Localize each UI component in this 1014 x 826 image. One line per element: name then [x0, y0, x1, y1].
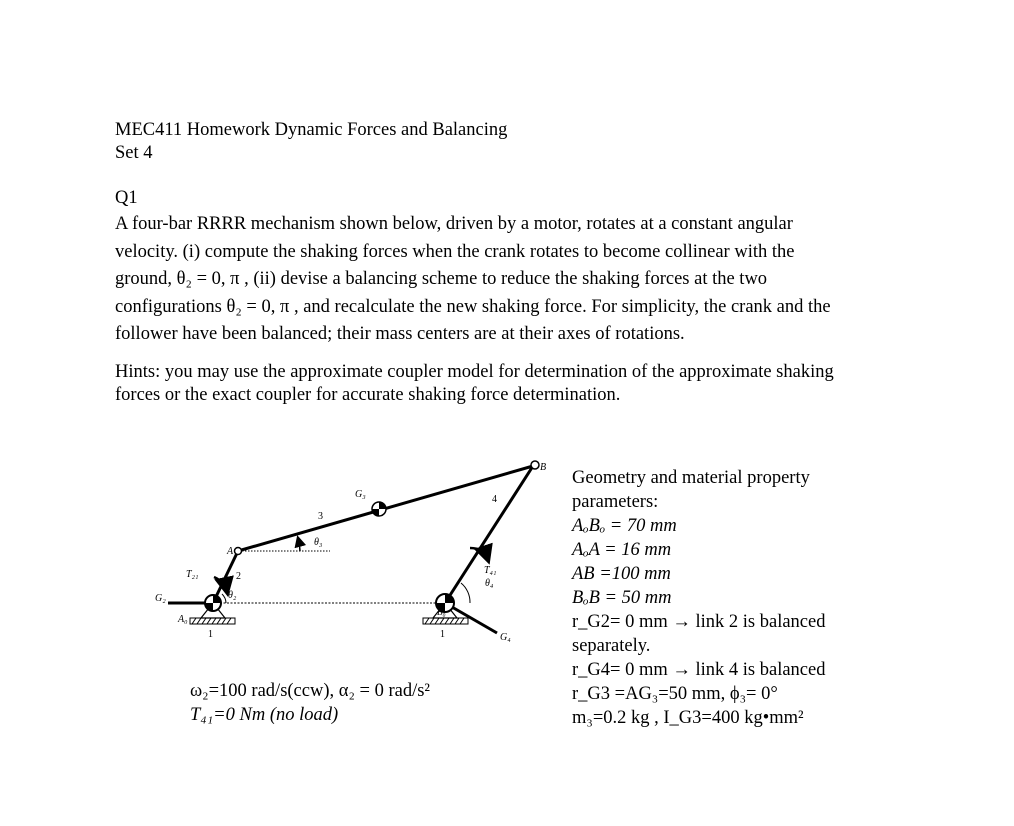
- label-g3: G₃: [355, 489, 366, 500]
- operating-conditions: [190, 679, 430, 727]
- parameter-line: r_G2= 0 mm → link 2 is balanced: [572, 612, 826, 632]
- parameter-line: BₒB = 50 mm: [572, 588, 672, 608]
- ground-hatch-lines-right: [425, 618, 464, 624]
- ground-hatch-lines-left: [192, 618, 231, 624]
- parameter-line: AB =100 mm: [572, 564, 671, 584]
- question-label: Q1: [115, 188, 138, 208]
- label-theta4: θ₄: [485, 578, 494, 589]
- question-line: ground, θ₂ = 0, π , (ii) devise a balancing scheme to reduce the shaking forces at the two: [115, 269, 768, 289]
- label-ground-right: 1: [440, 629, 445, 640]
- hint-line: Hints: you may use the approximate coupler model for determination of the approximate shaking: [115, 362, 834, 382]
- condition-line: T₄₁=0 Nm (no load): [190, 705, 339, 725]
- set-label: Set 4: [115, 143, 153, 163]
- question-line: configurations θ₂ = 0, π , and recalculate the new shaking force. For simplicity, the crank and the: [115, 296, 831, 317]
- label-theta3: θ₃: [314, 537, 323, 548]
- question-line: follower have been balanced; their mass centers are at their axes of rotations.: [115, 324, 685, 344]
- four-bar-mechanism-diagram: [150, 455, 560, 655]
- question-line: A four-bar RRRR mechanism shown below, driven by a motor, rotates at a constant angular: [115, 214, 793, 234]
- question-text: [115, 211, 935, 349]
- theta2-arc: [222, 594, 226, 603]
- condition-line: ω₂=100 rad/s(ccw), α₂ = 0 rad/s²: [190, 681, 430, 701]
- label-theta2: θ₂: [228, 590, 237, 601]
- label-b0: B₀: [437, 607, 446, 617]
- question-line: velocity. (i) compute the shaking forces when the crank rotates to become collinear with the: [115, 241, 795, 262]
- parameter-line: AₒA = 16 mm: [572, 540, 672, 560]
- parameter-line: separately.: [572, 636, 651, 656]
- label-link4: 4: [492, 494, 497, 505]
- theta4-arc: [461, 583, 470, 603]
- label-g2: G₂: [155, 593, 166, 604]
- label-a: A: [227, 546, 234, 557]
- hints-text: [115, 361, 935, 407]
- parameter-line: Geometry and material property: [572, 468, 810, 488]
- parameter-line: parameters:: [572, 492, 659, 512]
- joint-b: [531, 461, 539, 469]
- label-link3: 3: [318, 511, 323, 522]
- page-title: MEC411 Homework Dynamic Forces and Balancing: [115, 120, 508, 140]
- label-b: B: [540, 462, 547, 473]
- parameters-list: [572, 466, 825, 730]
- parameter-line: r_G4= 0 mm → link 4 is balanced: [572, 660, 826, 680]
- label-g4: G₄: [500, 632, 511, 643]
- label-a0: A₀: [178, 614, 188, 625]
- theta3-arc: [298, 538, 300, 551]
- parameter-line: r_G3 =AG₃=50 mm, ϕ₃= 0°: [572, 684, 778, 704]
- label-t21: T₂₁: [186, 569, 199, 580]
- joint-a: [235, 548, 242, 555]
- hint-line: forces or the exact coupler for accurate shaking force determination.: [115, 385, 621, 405]
- label-t41: T₄₁: [484, 565, 497, 576]
- label-link2: 2: [236, 571, 241, 582]
- parameter-line: m₃=0.2 kg , I_G3=400 kg•mm²: [572, 708, 804, 728]
- label-ground-left: 1: [208, 629, 213, 640]
- parameter-line: AₒBₒ = 70 mm: [572, 516, 677, 536]
